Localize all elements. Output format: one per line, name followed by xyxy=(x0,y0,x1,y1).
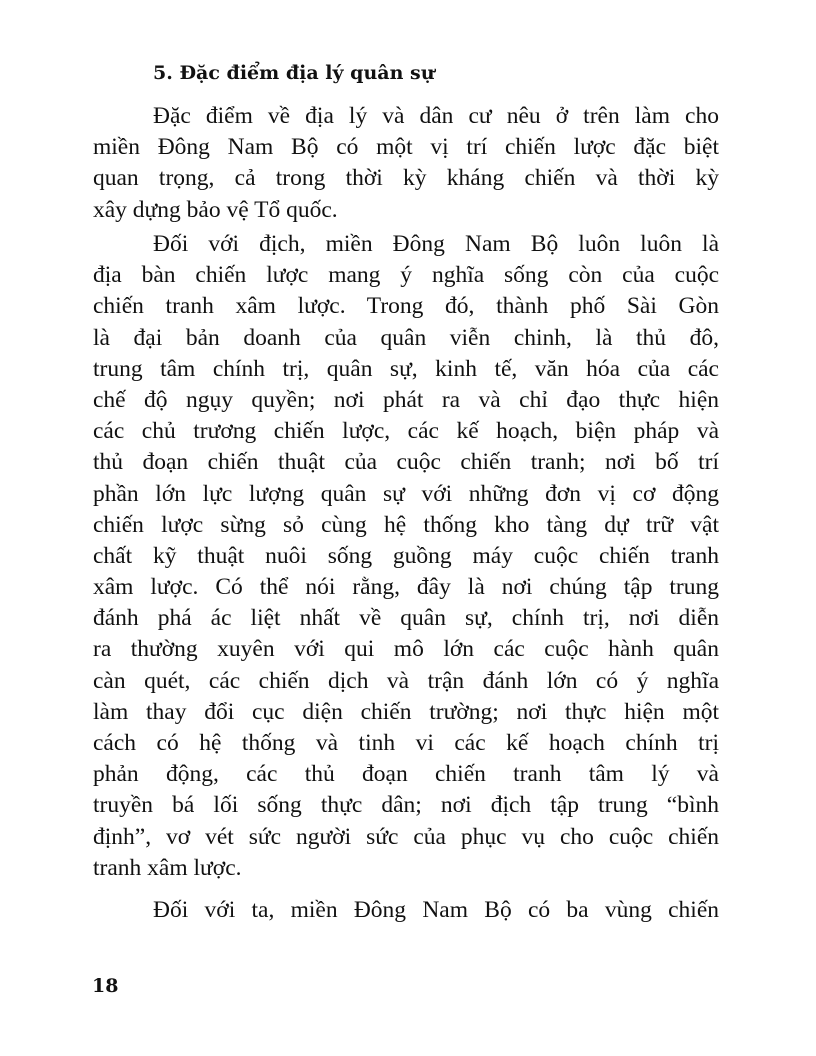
text-line: đánh phá ác liệt nhất về quân sự, chính trị, nơi diễn xyxy=(93,605,719,632)
text-line: xây dựng bảo vệ Tổ quốc. xyxy=(93,196,338,223)
text-line: xâm lược. Có thể nói rằng, đây là nơi chúng tập trung xyxy=(93,574,719,601)
text-line: thủ đoạn chiến thuật của cuộc chiến tranh; nơi bố trí xyxy=(93,449,719,476)
text-line: chiến tranh xâm lược. Trong đó, thành phố Sài Gòn xyxy=(93,293,719,320)
text-line: chất kỹ thuật nuôi sống guồng máy cuộc chiến tranh xyxy=(93,542,719,569)
text-line: chế độ ngụy quyền; nơi phát ra và chỉ đạo thực hiện xyxy=(93,386,719,413)
text-line: định”, vơ vét sức người sức của phục vụ cho cuộc chiến xyxy=(93,823,719,850)
text-line: Đối với địch, miền Đông Nam Bộ luôn luôn là xyxy=(153,231,719,257)
paragraph-2 xyxy=(93,229,719,884)
text-line: Đặc điểm về địa lý và dân cư nêu ở trên làm cho xyxy=(153,103,719,129)
text-line: tranh xâm lược. xyxy=(93,854,242,881)
text-line: làm thay đổi cục diện chiến trường; nơi thực hiện một xyxy=(93,698,719,725)
text-line: truyền bá lối sống thực dân; nơi địch tập trung “bình xyxy=(93,792,719,819)
text-line: quan trọng, cả trong thời kỳ kháng chiến và thời kỳ xyxy=(93,165,719,192)
text-line: càn quét, các chiến dịch và trận đánh lớn có ý nghĩa xyxy=(93,667,719,694)
text-line: phản động, các thủ đoạn chiến tranh tâm lý và xyxy=(93,761,719,788)
text-line: miền Đông Nam Bộ có một vị trí chiến lược đặc biệt xyxy=(93,134,719,161)
text-line: Đối với ta, miền Đông Nam Bộ có ba vùng chiến xyxy=(153,897,719,923)
text-line: phần lớn lực lượng quân sự với những đơn vị cơ động xyxy=(93,480,719,507)
text-line: địa bàn chiến lược mang ý nghĩa sống còn của cuộc xyxy=(93,262,719,289)
text-line: các chủ trương chiến lược, các kế hoạch, biện pháp và xyxy=(93,418,719,445)
text-line: ra thường xuyên với qui mô lớn các cuộc hành quân xyxy=(93,636,719,663)
section-heading: 5. Đặc điểm địa lý quân sự xyxy=(153,62,435,84)
paragraph-1 xyxy=(93,101,719,226)
text-line: là đại bản doanh của quân viễn chinh, là thủ đô, xyxy=(93,324,719,351)
page-number: 18 xyxy=(92,975,119,997)
paragraph-3 xyxy=(93,895,719,926)
text-line: trung tâm chính trị, quân sự, kinh tế, văn hóa của các xyxy=(93,355,719,382)
text-line: cách có hệ thống và tinh vi các kế hoạch chính trị xyxy=(93,730,719,756)
text-line: chiến lược sừng sỏ cùng hệ thống kho tàng dự trữ vật xyxy=(93,511,719,538)
